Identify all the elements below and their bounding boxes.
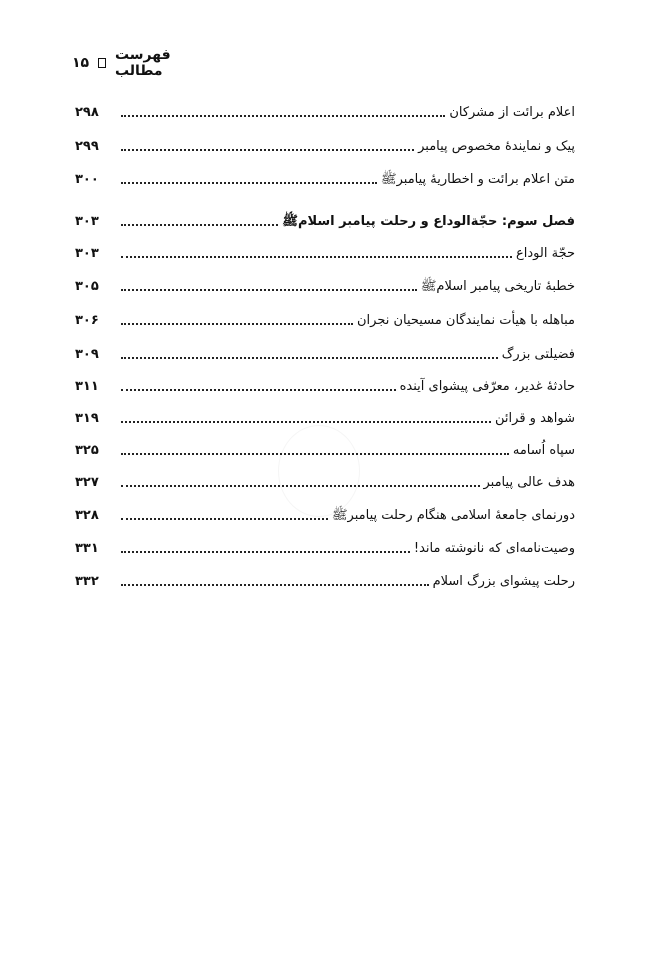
toc-entry-title: پیک و نمایندهٔ مخصوص پیامبر — [418, 139, 575, 154]
toc-entry-title: حادثهٔ غدیر، معرّفی پیشوای آینده — [399, 379, 575, 394]
dot-leader — [121, 518, 328, 520]
toc-entry-title: فضیلتی بزرگ — [501, 347, 575, 362]
toc-entry-title: خطبهٔ تاریخی پیامبر اسلامﷺ — [420, 279, 575, 294]
toc-entry-title: دورنمای جامعهٔ اسلامی هنگام رحلت پیامبرﷺ — [331, 508, 575, 523]
toc-entry-title: اعلام برائت از مشرکان — [449, 105, 575, 120]
toc-entry[interactable] — [75, 402, 575, 428]
toc-entry-title: وصیت‌نامه‌ای که نانوشته ماند! — [413, 541, 575, 556]
dot-leader — [121, 323, 353, 325]
toc-entry[interactable] — [75, 338, 575, 364]
toc-entry[interactable] — [75, 370, 575, 396]
dot-leader — [121, 115, 445, 117]
toc-entry[interactable] — [75, 130, 575, 156]
toc-entry-page: ۲۹۹ — [75, 139, 99, 154]
toc-entry[interactable] — [75, 163, 575, 189]
toc-entry[interactable] — [75, 96, 575, 122]
toc-entry[interactable] — [75, 304, 575, 330]
dot-leader — [121, 421, 491, 423]
toc-entry[interactable] — [75, 565, 575, 591]
dot-leader — [121, 584, 429, 586]
toc-entry[interactable] — [75, 499, 575, 525]
toc-entry-page: ۳۰۳ — [75, 246, 99, 261]
dot-leader — [121, 551, 410, 553]
toc-entry-title: هدف عالی پیامبر — [483, 475, 575, 490]
page-number: ۱۵ — [72, 55, 90, 71]
toc-entry-title: فصل سوم: حجّةالوداع و رحلت پیامبر اسلامﷺ — [282, 214, 575, 229]
toc-entry-title: رحلت پیشوای بزرگ اسلام — [432, 574, 575, 589]
toc-entry-title: سپاه اُسامه — [512, 443, 575, 458]
toc-chapter-heading[interactable] — [75, 205, 575, 231]
toc-entry-page: ۳۳۱ — [75, 541, 99, 556]
toc-entry-page: ۳۰۶ — [75, 313, 99, 328]
dot-leader — [121, 224, 278, 226]
toc-entry[interactable] — [75, 532, 575, 558]
dot-leader — [121, 256, 512, 258]
toc-entry-page: ۳۱۱ — [75, 379, 99, 394]
dot-leader — [121, 453, 509, 455]
toc-entry-title: حجّة الوداع — [516, 246, 575, 261]
running-header — [72, 47, 194, 79]
toc-entry-page: ۳۲۵ — [75, 443, 99, 458]
dot-leader — [121, 389, 396, 391]
toc-entry[interactable] — [75, 434, 575, 460]
toc-entry[interactable] — [75, 466, 575, 492]
toc-entry-title: شواهد و قرائن — [495, 411, 575, 426]
toc-entry-page: ۳۲۷ — [75, 475, 99, 490]
toc-entry-page: ۳۰۵ — [75, 279, 99, 294]
toc-entry-title: مباهله با هیأت نمایندگان مسیحیان نجران — [357, 313, 575, 328]
header-title: فهرست مطالب — [114, 47, 171, 79]
dot-leader — [121, 357, 498, 359]
toc-entry-page: ۳۱۹ — [75, 411, 99, 426]
dot-leader — [121, 289, 417, 291]
dot-leader — [121, 182, 377, 184]
toc-entry[interactable] — [75, 237, 575, 263]
toc-entry-title: متن اعلام برائت و اخطاریهٔ پیامبرﷺ — [380, 172, 575, 187]
dot-leader — [121, 485, 480, 487]
dot-leader — [121, 149, 414, 151]
square-bullet-icon — [98, 58, 106, 68]
toc-entry-page: ۲۹۸ — [75, 105, 99, 120]
toc-entry-page: ۳۳۲ — [75, 574, 99, 589]
toc-entry-page: ۳۰۹ — [75, 347, 99, 362]
toc-entry[interactable] — [75, 270, 575, 296]
toc-entry-page: ۳۰۰ — [75, 172, 99, 187]
toc-entry-page: ۳۲۸ — [75, 508, 99, 523]
toc-entry-page: ۳۰۳ — [75, 214, 99, 229]
